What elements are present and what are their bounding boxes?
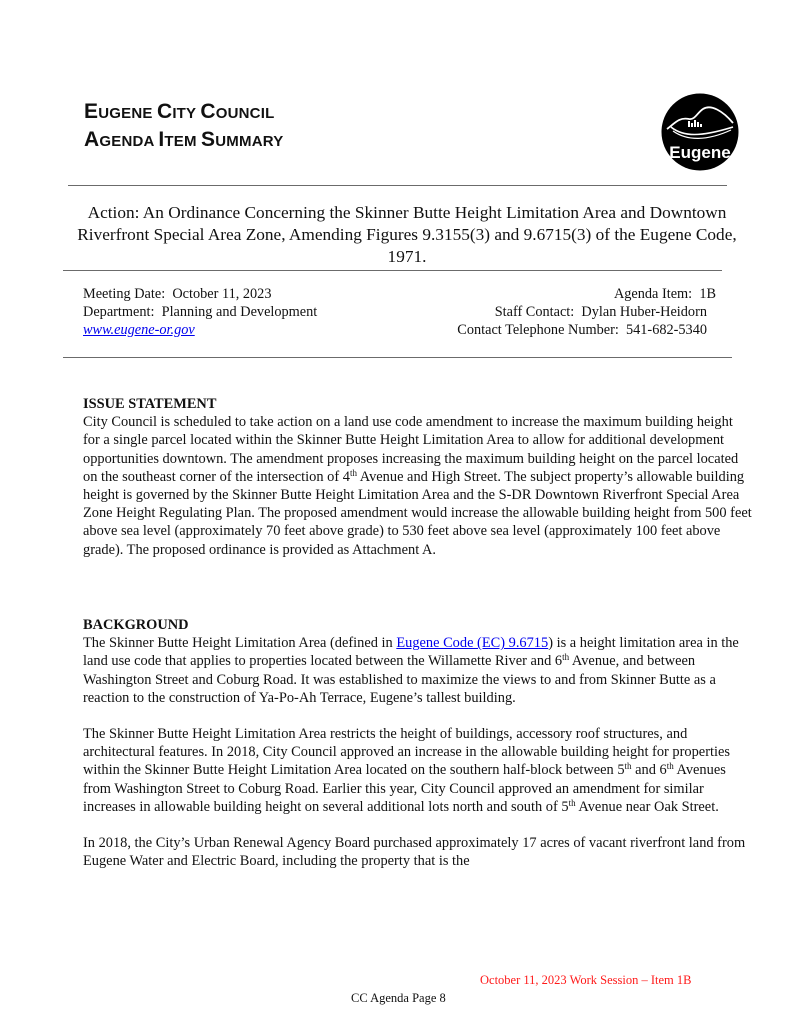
svg-text:Eugene: Eugene — [669, 143, 731, 162]
background-paragraph-3: In 2018, the City’s Urban Renewal Agency Board purchased approximately 17 acres of vacant riverfront land from Eugene Water and Electric Board, including the property that is the — [83, 835, 746, 870]
website-link[interactable]: www.eugene-or.gov — [83, 322, 195, 338]
issue-statement-section — [83, 395, 753, 559]
background-paragraph-1: The Skinner Butte Height Limitation Area (defined in Eugene Code (EC) 9.6715) is a height limitation area in the land use code that applies to properties located between the Willamette River and 6th Avenue, and between Washington Street and Coburg Road. It was established to maximize the views to and from Skinner Butte as a reaction to the construction of Ya-Po-Ah Terrace, Eugene’s tallest building. — [83, 635, 739, 706]
city-of-eugene-logo-icon — [661, 93, 739, 171]
eugene-code-link[interactable]: Eugene Code (EC) 9.6715 — [396, 635, 549, 652]
meeting-date: Meeting Date: October 11, 2023 — [83, 286, 272, 302]
action-statement: Action: An Ordinance Concerning the Skinner Butte Height Limitation Area and Downtown Riverfront Special Area Zone, Amending Figures 9.3155(3) and 9.6715(3) of the Eugene Code, 1971. — [77, 203, 737, 266]
website-link-container — [83, 321, 195, 339]
action-divider — [63, 270, 722, 271]
issue-statement-heading: ISSUE STATEMENT — [83, 396, 217, 412]
staff-contact: Staff Contact: Dylan Huber-Heidorn — [494, 304, 707, 320]
meta-divider — [63, 357, 732, 358]
issue-statement-text: City Council is scheduled to take action on a land use code amendment to increase the maximum building height for a single parcel located within the Skinner Butte Height Limitation Area to allow for additional development opportunities downtown. The amendment proposes increasing the maximum building height on the parcel located on the southeast corner of the intersection of 4th Avenue and High Street. The subject property’s allowable building height is governed by the Skinner Butte Height Limitation Area and the S-DR Downtown Riverfront Special Area Zone Height Regulating Plan. The proposed amendment would increase the allowable building height from 500 feet above sea level (approximately 70 feet above grade) to 530 feet above sea level (approximately 100 feet above grade). The proposed ordinance is provided as Attachment A. — [83, 414, 752, 558]
background-section — [83, 616, 753, 870]
contact-phone: Contact Telephone Number: 541-682-5340 — [457, 322, 707, 338]
background-heading: BACKGROUND — [83, 617, 189, 633]
title-line-1: EUGENE CITY COUNCIL — [84, 100, 275, 123]
background-paragraph-2: The Skinner Butte Height Limitation Area restricts the height of buildings, accessory roof structures, and architectural features. In 2018, City Council approved an increase in the allowable building height for properties within the Skinner Butte Height Limitation Area located on the southern half-block between 5th and 6th Avenues from Washington Street to Coburg Road. Earlier this year, City Council approved an amendment for similar increases in allowable building height on several additional lots north and south of 5th Avenue near Oak Street. — [83, 726, 730, 815]
department: Department: Planning and Development — [83, 304, 318, 320]
page-number: CC Agenda Page 8 — [351, 991, 446, 1005]
title-line-2: AGENDA ITEM SUMMARY — [84, 128, 284, 151]
work-session-label: October 11, 2023 Work Session – Item 1B — [480, 973, 692, 987]
agenda-item: Agenda Item: 1B — [613, 286, 716, 302]
header-divider — [68, 185, 727, 186]
